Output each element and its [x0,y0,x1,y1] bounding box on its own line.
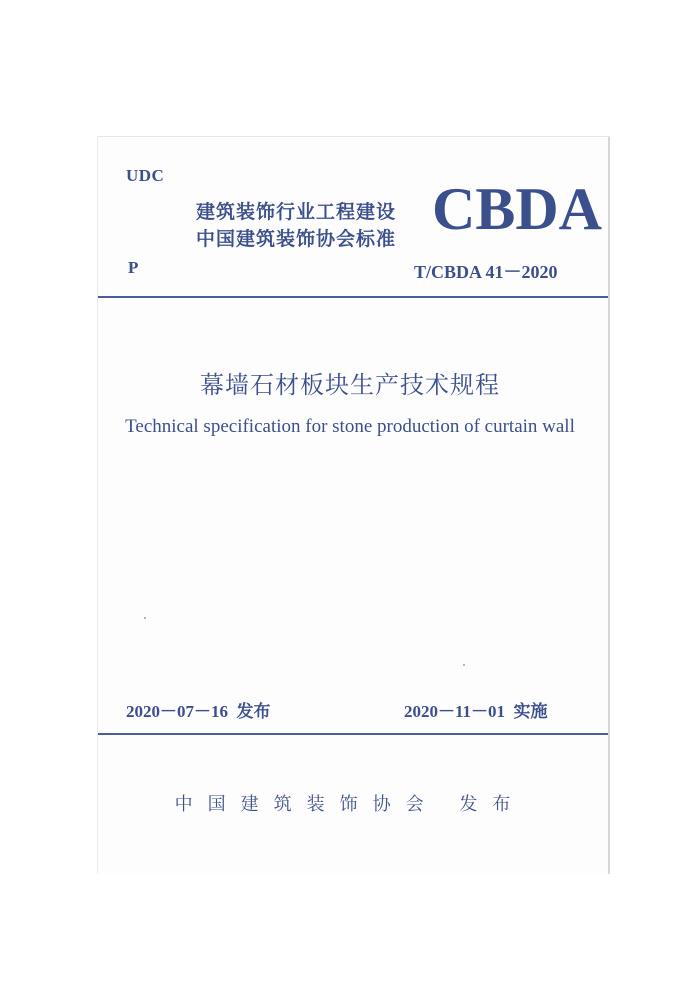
footer-divider [98,733,608,735]
publish-date: 2020－07－16 发布 [126,702,271,721]
issuer-block [196,199,396,253]
page-top-edge [98,136,610,137]
standard-code: T/CBDA 41－2020 [414,262,558,282]
scan-speck [144,617,146,619]
issuer-line-1: 建筑装饰行业工程建设 [196,201,397,223]
page-left-edge [97,136,98,874]
cbda-logo: CBDA [432,176,603,242]
publisher-line: 中国建筑装饰协会 发布 [174,794,526,815]
scan-speck [463,664,465,666]
classification-label: P [128,258,139,277]
udc-label: UDC [126,166,165,185]
title-english: Technical specification for stone production of curtain wall [125,416,575,437]
implement-date: 2020－11－01 实施 [404,702,548,721]
header-divider [98,296,608,298]
issuer-line-2: 中国建筑装饰协会标准 [196,228,397,250]
title-chinese: 幕墙石材板块生产技术规程 [200,371,500,399]
